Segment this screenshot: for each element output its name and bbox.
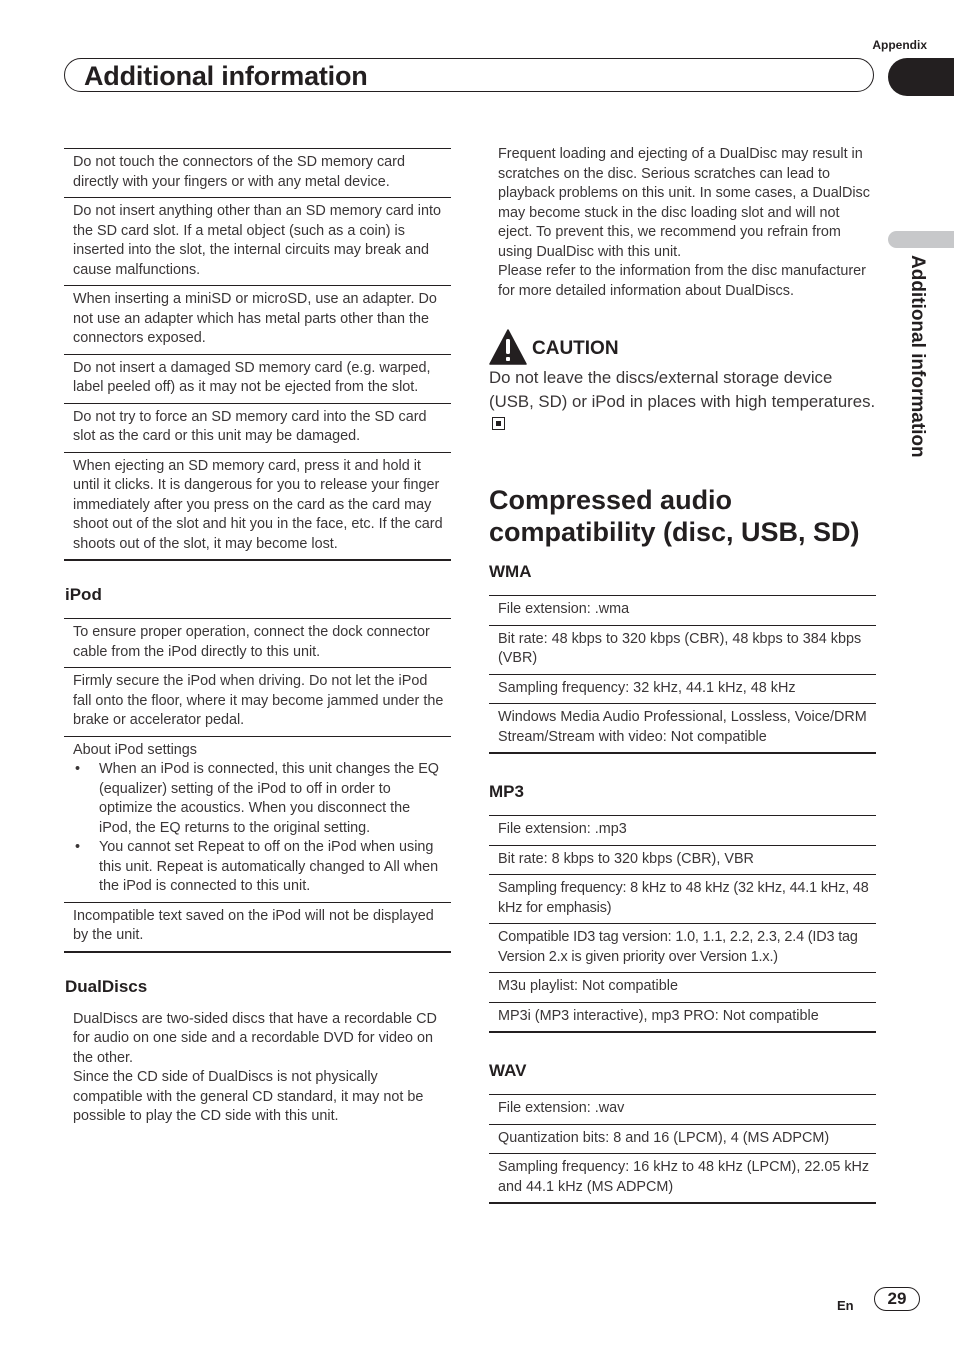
mp3-table: [489, 815, 876, 1033]
dualdiscs-paragraph: DualDiscs are two-sided discs that have a recordable CD for audio on one side and a recordable DVD for video on the other.: [73, 1010, 437, 1066]
left-column: [64, 148, 451, 1127]
dualdiscs-paragraph: Frequent loading and ejecting of a DualDisc may result in scratches on the disc. Serious scratches can lead to playback problems on this unit. In some cases, a DualDisc may become stuck in the disc loading slot and will not eject. To prevent this, we recommend you refrain from using DualDisc with this unit.: [498, 146, 870, 260]
wav-row: Sampling frequency: 16 kHz to 48 kHz (LPCM), 22.05 kHz and 44.1 kHz (MS ADPCM): [489, 1153, 876, 1202]
wav-row: File extension: .wav: [498, 1100, 625, 1116]
mp3-row: Bit rate: 8 kbps to 320 kbps (CBR), VBR: [489, 845, 876, 875]
caution-label: CAUTION: [532, 338, 619, 359]
caution-text-body: Do not leave the discs/external storage device (USB, SD) or iPod in places with high temperatures.: [489, 368, 876, 411]
sd-note: When ejecting an SD memory card, press it and hold it until it clicks. It is dangerous for you to release your finger immediately after you press on the card as the card may shoot out of the slot and hit you in the face, etc. If the card shoots out of the slot, it may become lost.: [64, 452, 451, 560]
ipod-table: [64, 618, 451, 953]
wma-heading: WMA: [489, 562, 532, 581]
sd-note: When inserting a miniSD or microSD, use an adapter. Do not use an adapter which has metal parts other than the connectors exposed.: [64, 285, 451, 354]
wma-row: Bit rate: 48 kbps to 320 kbps (CBR), 48 kbps to 384 kbps (VBR): [489, 625, 876, 674]
sd-note: Do not touch the connectors of the SD memory card directly with your fingers or with any metal device.: [73, 154, 405, 190]
dualdiscs-heading: DualDiscs: [65, 976, 148, 996]
ipod-note: Firmly secure the iPod when driving. Do not let the iPod fall onto the floor, where it may become jammed under the brake or accelerator pedal.: [64, 667, 451, 736]
ipod-settings-title: About iPod settings: [73, 741, 197, 758]
ipod-heading: iPod: [65, 585, 102, 604]
ipod-settings-cell: [64, 736, 451, 902]
ipod-settings-bullet: • You cannot set Repeat to off on the iPod when using this unit. Repeat is automatically changed to All when the iPod is connected to this unit.: [73, 838, 445, 897]
wma-row: Windows Media Audio Professional, Lossless, Voice/DRM Stream/Stream with video: Not compatible: [489, 703, 876, 752]
mp3-row: Sampling frequency: 8 kHz to 48 kHz (32 kHz, 44.1 kHz, 48 kHz for emphasis): [489, 874, 876, 923]
wma-row: Sampling frequency: 32 kHz, 44.1 kHz, 48 kHz: [489, 674, 876, 704]
wav-table: [489, 1094, 876, 1204]
dualdiscs-paragraph: Since the CD side of DualDiscs is not physically compatible with the general CD standard, it may not be possible to play the CD side with this unit.: [73, 1069, 424, 1124]
mp3-row: Compatible ID3 tag version: 1.0, 1.1, 2.2, 2.3, 2.4 (ID3 tag Version 2.x is given priority over Version 1.x.): [489, 923, 876, 972]
language-label: En: [837, 1298, 854, 1313]
caution-text: [489, 366, 876, 438]
section-tab-black: [888, 58, 954, 96]
side-section-label: Additional information: [907, 255, 928, 458]
mp3-row: MP3i (MP3 interactive), mp3 PRO: Not compatible: [489, 1002, 876, 1032]
ipod-note: Incompatible text saved on the iPod will not be displayed by the unit.: [64, 902, 451, 951]
dualdiscs-paragraph: Please refer to the information from the disc manufacturer for more detailed information about DualDiscs.: [498, 263, 866, 299]
ipod-note: To ensure proper operation, connect the dock connector cable from the iPod directly to this unit.: [73, 624, 430, 660]
sd-notes-table: [64, 148, 451, 561]
section-tab-gray: [888, 231, 954, 248]
page-number: 29: [874, 1287, 920, 1311]
appendix-label: Appendix: [872, 38, 927, 52]
caution-heading: [489, 329, 876, 365]
right-column: [489, 145, 876, 1204]
mp3-heading: MP3: [489, 782, 524, 801]
section-title: Compressed audio compatibility (disc, USB, SD): [489, 485, 860, 547]
sd-note: Do not try to force an SD memory card into the SD card slot as the card or this unit may be damaged.: [64, 403, 451, 452]
wav-heading: WAV: [489, 1061, 527, 1080]
ipod-settings-bullet: • When an iPod is connected, this unit changes the EQ (equalizer) setting of the iPod to off in order to optimize the acoustics. When you disconnect the iPod, the EQ returns to the original setting.: [73, 760, 445, 838]
wma-table: [489, 595, 876, 754]
mp3-row: File extension: .mp3: [498, 821, 627, 837]
wma-row: File extension: .wma: [498, 601, 630, 617]
sd-note: Do not insert anything other than an SD memory card into the SD card slot. If a metal object (such as a coin) is inserted into the slot, the internal circuits may break and cause malfunctions.: [64, 197, 451, 285]
end-mark-icon: [492, 417, 505, 430]
warning-triangle-icon: [489, 329, 527, 365]
mp3-row: M3u playlist: Not compatible: [489, 972, 876, 1002]
sd-note: Do not insert a damaged SD memory card (e.g. warped, label peeled off) as it may not be ejected from the slot.: [64, 354, 451, 403]
page-title: Additional information: [84, 61, 368, 91]
wav-row: Quantization bits: 8 and 16 (LPCM), 4 (MS ADPCM): [489, 1124, 876, 1154]
